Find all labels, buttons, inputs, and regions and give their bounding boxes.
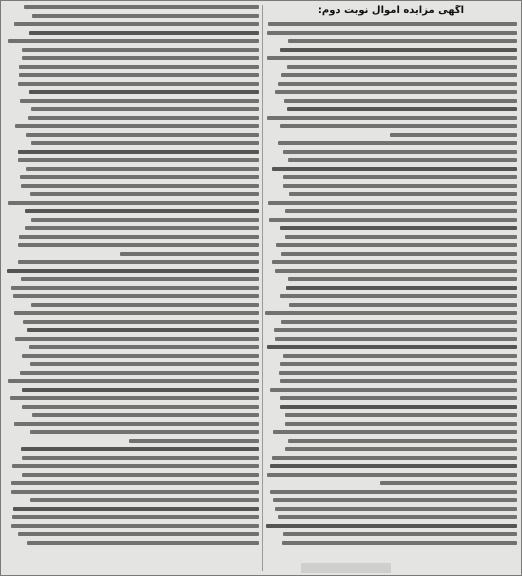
text-line [7, 167, 259, 171]
text-line [7, 99, 259, 103]
text-line [7, 39, 259, 43]
text-line [7, 303, 259, 307]
notice-column-left [7, 5, 259, 571]
text-line [7, 422, 259, 426]
text-line [265, 260, 517, 264]
text-line [265, 541, 517, 545]
text-line [7, 133, 259, 137]
text-line [265, 430, 517, 434]
text-line [7, 464, 259, 468]
text-line [7, 277, 259, 281]
text-line [265, 311, 517, 315]
text-line [7, 226, 259, 230]
text-line [265, 328, 517, 332]
text-line [7, 388, 259, 392]
text-line [7, 447, 259, 451]
text-line [7, 328, 259, 332]
text-line [7, 371, 259, 375]
text-line [7, 218, 259, 222]
text-line [265, 141, 517, 145]
text-line [7, 532, 259, 536]
text-line [7, 396, 259, 400]
text-line [265, 473, 517, 477]
text-line [265, 269, 517, 273]
text-line [265, 388, 517, 392]
text-line [265, 218, 517, 222]
text-line [7, 269, 259, 273]
text-line [7, 498, 259, 502]
text-line [7, 22, 259, 26]
text-line [7, 14, 259, 18]
notice-body-right [265, 22, 517, 549]
text-line [7, 31, 259, 35]
text-line [7, 141, 259, 145]
text-line [265, 524, 517, 528]
text-line [7, 362, 259, 366]
text-line [7, 260, 259, 264]
text-line [265, 277, 517, 281]
text-line [265, 515, 517, 519]
text-line [265, 464, 517, 468]
text-line [7, 294, 259, 298]
text-line [265, 107, 517, 111]
text-line [265, 320, 517, 324]
text-line [7, 90, 259, 94]
text-line [265, 65, 517, 69]
text-line [265, 22, 517, 26]
text-line [265, 303, 517, 307]
text-line [7, 473, 259, 477]
text-line [265, 337, 517, 341]
text-line [7, 405, 259, 409]
text-line [265, 447, 517, 451]
text-line [7, 439, 259, 443]
text-line [265, 31, 517, 35]
text-line [7, 5, 259, 9]
text-line [7, 150, 259, 154]
text-line [265, 167, 517, 171]
text-line [7, 430, 259, 434]
text-line [265, 99, 517, 103]
notice-column-right [265, 5, 517, 571]
text-line [265, 354, 517, 358]
text-line [7, 481, 259, 485]
text-line [265, 345, 517, 349]
text-line [7, 184, 259, 188]
text-line [7, 515, 259, 519]
text-line [7, 337, 259, 341]
text-line [265, 532, 517, 536]
text-line [265, 456, 517, 460]
text-line [265, 294, 517, 298]
text-line [265, 192, 517, 196]
text-line [7, 379, 259, 383]
text-line [265, 498, 517, 502]
text-line [7, 107, 259, 111]
text-line [7, 175, 259, 179]
text-line [7, 354, 259, 358]
text-line [7, 413, 259, 417]
text-line [265, 82, 517, 86]
text-line [265, 201, 517, 205]
text-line [265, 371, 517, 375]
text-line [265, 90, 517, 94]
text-line [265, 124, 517, 128]
text-line [7, 320, 259, 324]
text-line [265, 226, 517, 230]
column-divider [262, 5, 263, 571]
text-line [265, 286, 517, 290]
text-line [265, 379, 517, 383]
text-line [265, 235, 517, 239]
text-line [265, 116, 517, 120]
text-line [7, 124, 259, 128]
text-line [265, 405, 517, 409]
text-line [265, 184, 517, 188]
text-line [265, 243, 517, 247]
text-line [265, 490, 517, 494]
text-line [265, 507, 517, 511]
text-line [265, 209, 517, 213]
text-line [265, 481, 517, 485]
text-line [7, 243, 259, 247]
text-line [7, 235, 259, 239]
text-line [7, 192, 259, 196]
text-line [7, 82, 259, 86]
text-line [7, 158, 259, 162]
text-line [265, 439, 517, 443]
text-line [265, 39, 517, 43]
text-line [7, 56, 259, 60]
text-line [7, 456, 259, 460]
text-line [265, 73, 517, 77]
page-footer-strip [301, 563, 391, 573]
text-line [265, 413, 517, 417]
text-line [7, 209, 259, 213]
text-line [265, 362, 517, 366]
text-line [7, 541, 259, 545]
text-line [265, 56, 517, 60]
notice-title: آگهی مزایده اموال نوبت دوم: [317, 5, 465, 16]
text-line [265, 48, 517, 52]
text-line [7, 252, 259, 256]
text-line [265, 158, 517, 162]
text-line [7, 65, 259, 69]
text-line [265, 133, 517, 137]
text-line [7, 73, 259, 77]
text-line [265, 252, 517, 256]
text-line [265, 396, 517, 400]
text-line [7, 286, 259, 290]
notice-body-left [7, 5, 259, 549]
text-line [7, 311, 259, 315]
text-line [7, 48, 259, 52]
text-line [265, 150, 517, 154]
text-line [7, 490, 259, 494]
text-line [265, 175, 517, 179]
text-line [7, 524, 259, 528]
text-line [265, 422, 517, 426]
text-line [7, 201, 259, 205]
text-line [7, 507, 259, 511]
text-line [7, 345, 259, 349]
text-line [7, 116, 259, 120]
